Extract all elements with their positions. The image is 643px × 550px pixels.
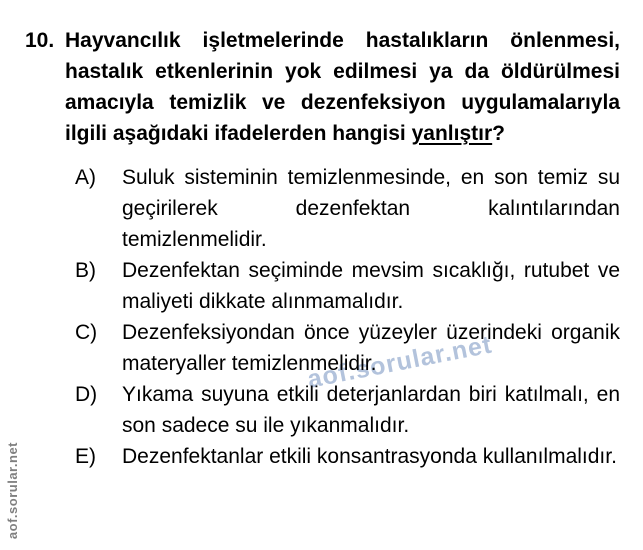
question-text-main: Hayvancılık işletmelerinde hastalıkların önlenmesi, hastalık etkenlerinin yok edilmesi ya da öldürülmesi amacıyla temizlik ve dezenfeksiyon uygulamalarıyla ilgili aşağıdaki ifadelerden hangisi [65,29,620,145]
option-b [75,255,643,317]
option-d [75,379,643,441]
option-a [75,162,643,255]
option-d-letter: D) [75,383,98,406]
question-text [65,25,620,149]
diagonal-watermark: aof.sorular.net [305,330,495,394]
option-e [75,441,643,472]
option-c-letter: C) [75,321,98,344]
option-e-letter: E) [75,445,96,468]
question-underlined-word: yanlıştır [411,122,493,145]
side-watermark: aof.sorular.net [5,442,20,540]
option-d-text: Yıkama suyuna etkili deterjanlardan biri katılmalı, en son sadece su ile yıkanmalıdır. [122,383,620,437]
option-e-text: Dezenfektanlar etkili konsantrasyonda kullanılmalıdır. [122,445,617,468]
option-a-text: Suluk sisteminin temizlenmesinde, en son temiz su geçirilerek dezenfektan kalıntılarından temizlenmelidir. [122,166,620,251]
question-number: 10. [25,29,55,52]
options-list [0,162,643,472]
question-block [0,0,643,149]
option-a-letter: A) [75,166,96,189]
option-b-letter: B) [75,259,96,282]
option-c-text: Dezenfeksiyondan önce yüzeyler üzerindeki organik materyaller temizlenmelidir. [122,321,620,375]
question-mark: ? [492,122,505,145]
option-c [75,317,643,379]
option-b-text: Dezenfektan seçiminde mevsim sıcaklığı, rutubet ve maliyeti dikkate alınmamalıdır. [122,259,620,313]
